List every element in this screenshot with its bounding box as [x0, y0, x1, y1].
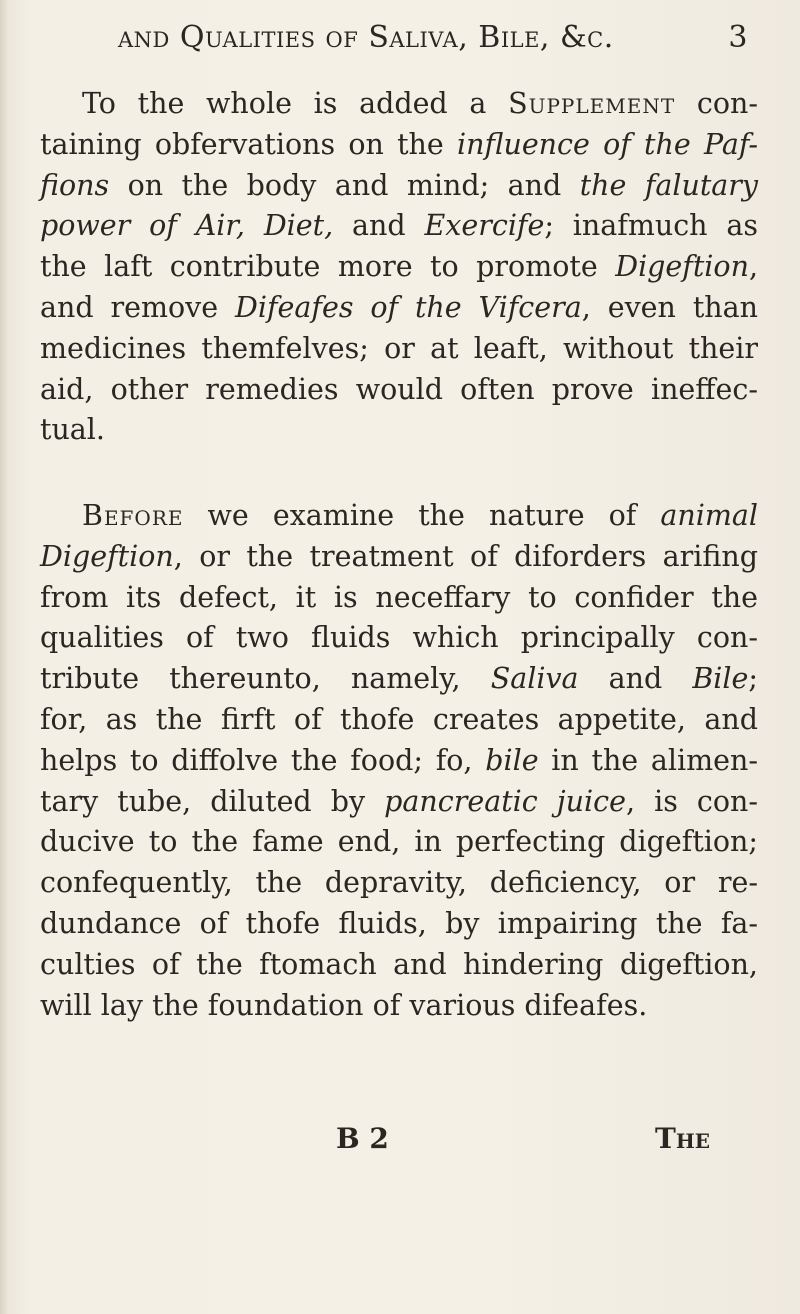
- text-line: [40, 700, 758, 741]
- text-run: , or the treatment of diforders arifing: [173, 539, 758, 573]
- italic-run: fions: [40, 168, 110, 202]
- small-caps-run: Before: [82, 499, 184, 532]
- text-run: the laft contribute more to promote: [40, 250, 616, 284]
- catchword: The: [655, 1122, 710, 1155]
- text-run: , is con-: [625, 784, 758, 818]
- small-caps-run: Supplement: [508, 87, 676, 120]
- text-run: tribute thereunto, namely,: [40, 662, 491, 696]
- text-line: [40, 166, 758, 207]
- italic-run: the falutary: [579, 168, 758, 202]
- text-run: tual.: [40, 413, 105, 447]
- text-line: [40, 206, 758, 247]
- text-run: for, as the firft of thofe creates appetite, and: [40, 702, 758, 736]
- text-line: [40, 986, 758, 1027]
- paragraph-before: [40, 496, 758, 1026]
- paragraph-supplement: [40, 84, 758, 451]
- text-line: [40, 125, 758, 166]
- text-run: con-: [675, 87, 758, 120]
- italic-run: Saliva: [490, 662, 579, 696]
- text-line: [40, 247, 758, 288]
- text-run: and remove: [40, 290, 236, 324]
- italic-run: animal: [660, 499, 758, 532]
- italic-run: Bile: [692, 662, 749, 696]
- text-run: on the body and mind; and: [109, 168, 580, 202]
- text-run: medicines themfelves; or at leaft, without their: [40, 331, 758, 365]
- text-line: [40, 288, 758, 329]
- italic-run: bile: [485, 743, 539, 777]
- text-run: and: [578, 662, 693, 696]
- italic-run: influence of the Paf-: [456, 127, 758, 161]
- text-line: [40, 863, 758, 904]
- italic-run: Difeafes of the Vifcera: [235, 290, 582, 324]
- text-line: [40, 329, 758, 370]
- text-line: [40, 659, 758, 700]
- text-line: [40, 578, 758, 619]
- italic-run: pancreatic juice: [384, 784, 626, 818]
- text-line: [40, 84, 758, 125]
- text-line: [40, 618, 758, 659]
- text-run: ducive to the fame end, in perfecting digeftion;: [40, 825, 758, 859]
- text-run: dundance of thofe fluids, by impairing the fa-: [40, 906, 758, 940]
- text-run: aid, other remedies would often prove ineffec-: [40, 372, 758, 406]
- text-run: and: [333, 209, 425, 243]
- text-run: we examine the nature of: [183, 499, 661, 532]
- text-line: [40, 537, 758, 578]
- page-number: 3: [728, 20, 748, 55]
- text-run: from its defect, it is neceffary to confider the: [40, 580, 758, 614]
- text-line: [40, 904, 758, 945]
- italic-run: Digeftion: [40, 539, 174, 573]
- text-run: qualities of two fluids which principally con-: [40, 621, 758, 655]
- text-run: in the alimen-: [538, 743, 758, 777]
- text-run: ,: [748, 250, 758, 284]
- text-run: culties of the ftomach and hindering digeftion,: [40, 947, 758, 981]
- page-gutter: [0, 0, 8, 1314]
- text-line: [40, 370, 758, 411]
- text-run: ;: [748, 662, 758, 696]
- text-run: , even than: [581, 290, 758, 324]
- signature-mark: B 2: [336, 1122, 389, 1155]
- italic-run: Exercife: [424, 209, 545, 243]
- text-run: tary tube, diluted by: [40, 784, 385, 818]
- italic-run: power of Air, Diet,: [40, 209, 334, 243]
- text-line: [40, 782, 758, 823]
- text-line: [40, 410, 758, 451]
- text-run: will lay the foundation of various difeafes.: [40, 988, 648, 1022]
- text-line: [40, 741, 758, 782]
- text-run: taining obfervations on the: [40, 127, 457, 161]
- text-line: [40, 822, 758, 863]
- text-run: ; inafmuch as: [544, 209, 758, 243]
- text-run: To the whole is added a: [82, 87, 509, 120]
- text-run: confequently, the depravity, deficiency, or re-: [40, 866, 758, 900]
- text-line: [40, 496, 758, 537]
- page-footer: [40, 1122, 758, 1166]
- text-run: helps to diffolve the food; fo,: [40, 743, 486, 777]
- running-title: and Qualities of Saliva, Bile, &c.: [118, 20, 614, 55]
- running-header: [118, 20, 748, 70]
- text-line: [40, 945, 758, 986]
- italic-run: Digeftion: [615, 250, 749, 284]
